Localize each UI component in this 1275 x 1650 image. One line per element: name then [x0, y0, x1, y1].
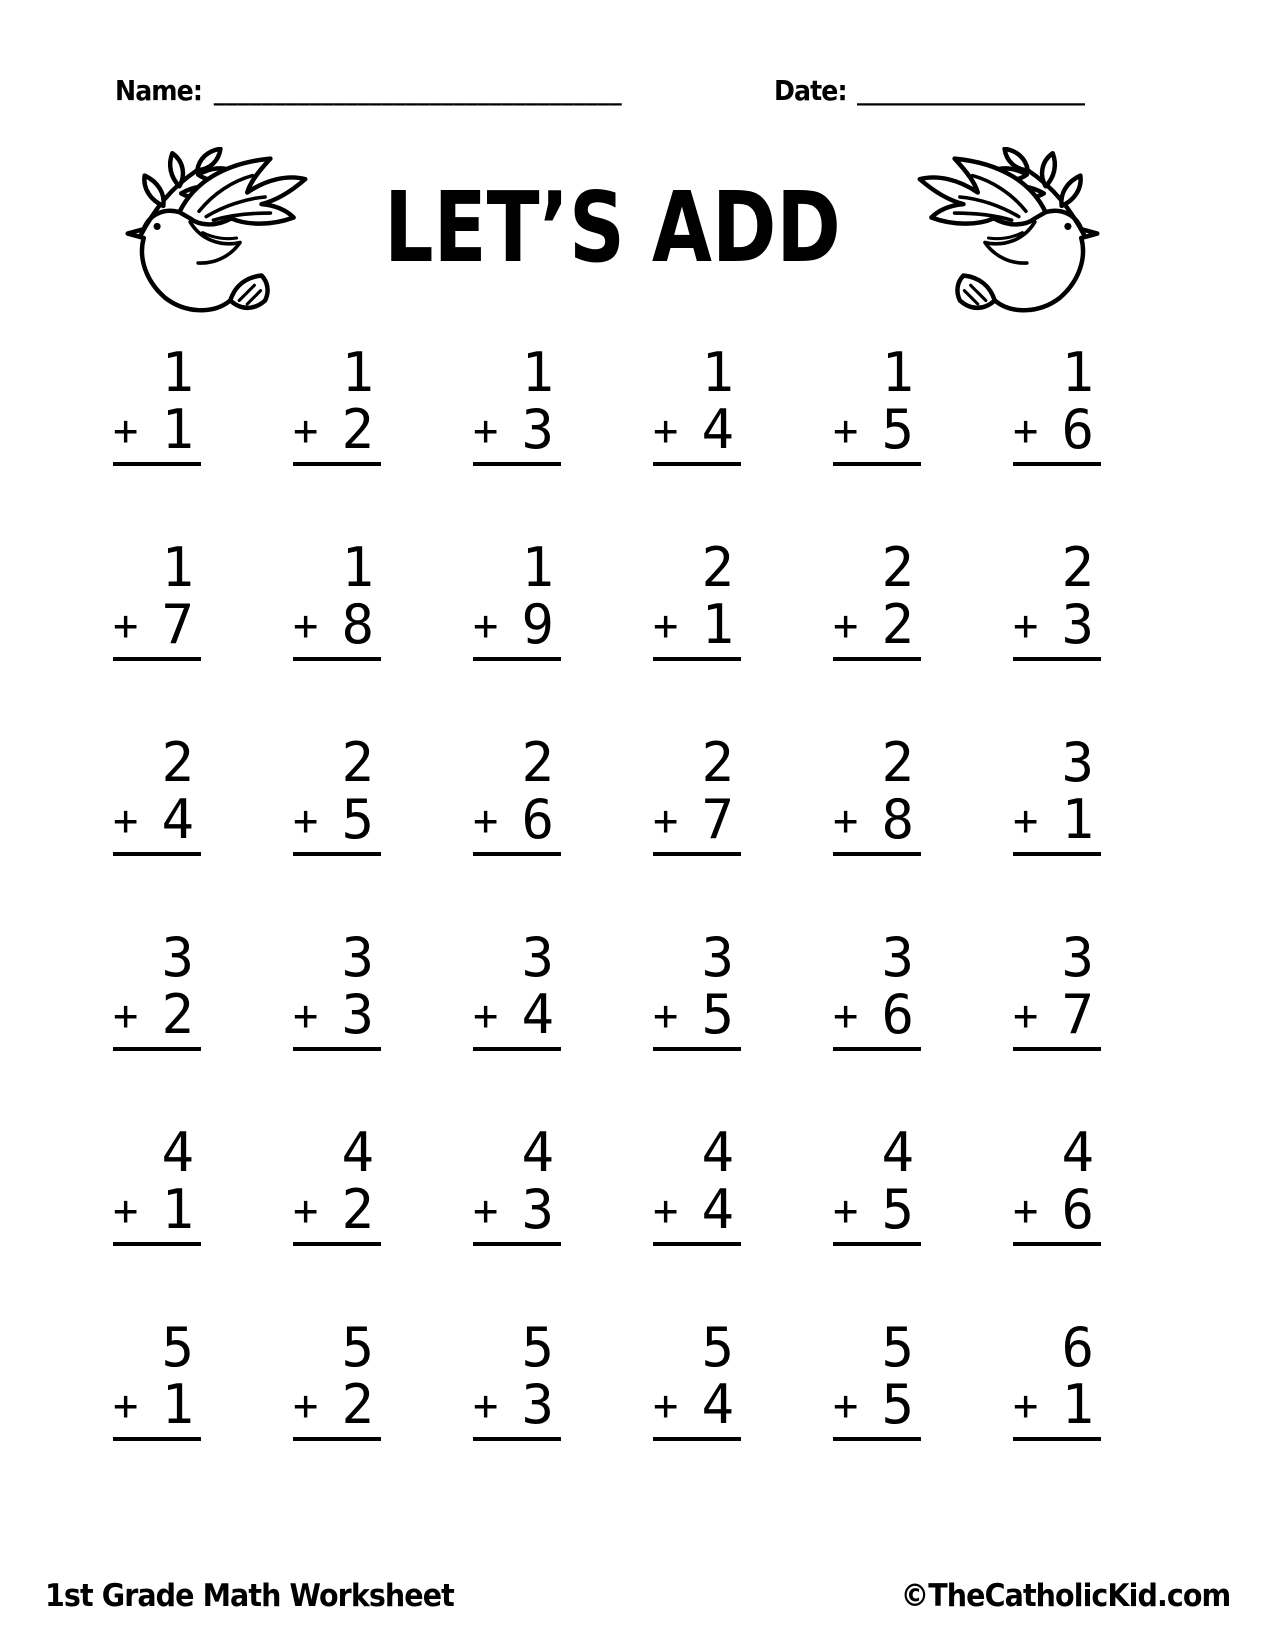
bottom-addend-row [113, 1178, 201, 1241]
answer-line [653, 462, 741, 466]
addition-problem [833, 1121, 921, 1320]
top-addend: 2 [521, 731, 554, 794]
plus-sign: + [1013, 796, 1039, 845]
plus-sign: + [1013, 406, 1039, 455]
addition-problem [293, 1121, 381, 1320]
bottom-addend: 1 [1061, 1373, 1094, 1436]
worksheet-grade-label: 1st Grade Math Worksheet [45, 1578, 454, 1614]
bottom-addend: 5 [701, 983, 734, 1046]
title-banner [110, 146, 1115, 322]
bottom-addend: 4 [701, 398, 734, 461]
plus-sign: + [833, 991, 859, 1040]
plus-sign: + [833, 406, 859, 455]
addition-problem [113, 926, 201, 1125]
problems-grid [67, 341, 1147, 1515]
bottom-addend: 6 [521, 788, 554, 851]
addition-problem [653, 536, 741, 735]
top-addend: 1 [1061, 341, 1094, 404]
answer-line [473, 852, 561, 856]
addition-problem [293, 731, 381, 930]
plus-sign: + [113, 991, 139, 1040]
bottom-addend-row [113, 593, 201, 656]
bottom-addend-row [653, 593, 741, 656]
bottom-addend: 5 [881, 1178, 914, 1241]
plus-sign: + [653, 991, 679, 1040]
top-addend: 5 [521, 1316, 554, 1379]
addition-problem [113, 341, 201, 540]
answer-line [833, 1242, 921, 1246]
answer-line [833, 462, 921, 466]
bottom-addend-row [653, 1178, 741, 1241]
top-addend: 3 [1061, 926, 1094, 989]
plus-sign: + [653, 601, 679, 650]
name-label: Name: [115, 74, 203, 107]
addition-problem [833, 341, 921, 540]
bottom-addend-row [653, 1373, 741, 1436]
bottom-addend: 2 [341, 1178, 374, 1241]
plus-sign: + [113, 601, 139, 650]
addition-problem [473, 1316, 561, 1515]
attribution-label: ©TheCatholicKid.com [900, 1578, 1230, 1614]
answer-line [1013, 1242, 1101, 1246]
plus-sign: + [293, 796, 319, 845]
bottom-addend-row [293, 983, 381, 1046]
bottom-addend-row [653, 983, 741, 1046]
answer-line [653, 1047, 741, 1051]
answer-line [113, 462, 201, 466]
top-addend: 2 [341, 731, 374, 794]
addition-problem [653, 341, 741, 540]
bottom-addend-row [653, 398, 741, 461]
top-addend: 3 [161, 926, 194, 989]
addition-problem [833, 926, 921, 1125]
addition-problem [653, 1316, 741, 1515]
top-addend: 1 [701, 341, 734, 404]
answer-line [833, 1437, 921, 1441]
bottom-addend-row [1013, 1373, 1101, 1436]
bottom-addend: 7 [161, 593, 194, 656]
plus-sign: + [1013, 1186, 1039, 1235]
plus-sign: + [113, 796, 139, 845]
answer-line [293, 852, 381, 856]
answer-line [293, 1437, 381, 1441]
page-title: LET’S ADD [384, 170, 841, 284]
top-addend: 5 [881, 1316, 914, 1379]
bottom-addend: 3 [521, 1178, 554, 1241]
bottom-addend: 3 [341, 983, 374, 1046]
dove-olive-branch-icon-right [903, 147, 1115, 321]
bottom-addend-row [293, 1373, 381, 1436]
footer [45, 1578, 1230, 1614]
addition-problem [1013, 1121, 1101, 1320]
name-blank-line: __________________________________ [213, 78, 622, 106]
top-addend: 1 [341, 536, 374, 599]
bottom-addend: 6 [1061, 1178, 1094, 1241]
plus-sign: + [473, 796, 499, 845]
date-blank-line: ___________________ [857, 78, 1085, 106]
addition-problem [473, 536, 561, 735]
top-addend: 4 [1061, 1121, 1094, 1184]
bottom-addend: 1 [1061, 788, 1094, 851]
plus-sign: + [1013, 601, 1039, 650]
addition-problem [113, 731, 201, 930]
bottom-addend: 3 [1061, 593, 1094, 656]
bottom-addend: 5 [881, 1373, 914, 1436]
plus-sign: + [473, 1381, 499, 1430]
plus-sign: + [833, 601, 859, 650]
answer-line [113, 657, 201, 661]
addition-problem [653, 1121, 741, 1320]
answer-line [653, 1242, 741, 1246]
plus-sign: + [833, 796, 859, 845]
top-addend: 6 [1061, 1316, 1094, 1379]
plus-sign: + [293, 601, 319, 650]
answer-line [473, 1437, 561, 1441]
addition-problem [1013, 926, 1101, 1125]
addition-problem [1013, 536, 1101, 735]
bottom-addend-row [113, 983, 201, 1046]
bottom-addend: 9 [521, 593, 554, 656]
addition-problem [293, 1316, 381, 1515]
addition-problem [833, 731, 921, 930]
answer-line [833, 1047, 921, 1051]
addition-problem [833, 1316, 921, 1515]
bottom-addend-row [113, 788, 201, 851]
plus-sign: + [653, 1186, 679, 1235]
bottom-addend: 1 [161, 1373, 194, 1436]
addition-problem [293, 536, 381, 735]
plus-sign: + [113, 1381, 139, 1430]
addition-problem [1013, 731, 1101, 930]
addition-problem [113, 1121, 201, 1320]
top-addend: 4 [341, 1121, 374, 1184]
addition-problem [113, 536, 201, 735]
addition-problem [473, 731, 561, 930]
answer-line [833, 657, 921, 661]
top-addend: 1 [161, 536, 194, 599]
bottom-addend: 1 [161, 1178, 194, 1241]
bottom-addend-row [113, 398, 201, 461]
top-addend: 2 [161, 731, 194, 794]
bottom-addend-row [833, 593, 921, 656]
addition-problem [653, 926, 741, 1125]
answer-line [1013, 462, 1101, 466]
plus-sign: + [1013, 1381, 1039, 1430]
plus-sign: + [473, 406, 499, 455]
bottom-addend-row [653, 788, 741, 851]
top-addend: 5 [161, 1316, 194, 1379]
name-field [115, 74, 622, 107]
bottom-addend: 6 [1061, 398, 1094, 461]
addition-problem [653, 731, 741, 930]
bottom-addend: 7 [701, 788, 734, 851]
bottom-addend-row [1013, 788, 1101, 851]
bottom-addend: 4 [701, 1178, 734, 1241]
bottom-addend: 2 [341, 398, 374, 461]
plus-sign: + [293, 1381, 319, 1430]
bottom-addend-row [473, 1373, 561, 1436]
bottom-addend-row [293, 398, 381, 461]
answer-line [1013, 657, 1101, 661]
bottom-addend-row [293, 1178, 381, 1241]
plus-sign: + [113, 406, 139, 455]
answer-line [113, 1047, 201, 1051]
bottom-addend: 1 [161, 398, 194, 461]
top-addend: 4 [521, 1121, 554, 1184]
plus-sign: + [653, 1381, 679, 1430]
plus-sign: + [113, 1186, 139, 1235]
bottom-addend: 2 [881, 593, 914, 656]
bottom-addend-row [473, 788, 561, 851]
top-addend: 2 [1061, 536, 1094, 599]
bottom-addend-row [293, 788, 381, 851]
addition-problem [473, 926, 561, 1125]
plus-sign: + [653, 796, 679, 845]
top-addend: 1 [521, 536, 554, 599]
plus-sign: + [293, 991, 319, 1040]
header [115, 74, 1085, 107]
answer-line [473, 1242, 561, 1246]
top-addend: 2 [701, 536, 734, 599]
plus-sign: + [473, 601, 499, 650]
bottom-addend-row [833, 1178, 921, 1241]
answer-line [1013, 1047, 1101, 1051]
bottom-addend-row [1013, 983, 1101, 1046]
answer-line [653, 1437, 741, 1441]
top-addend: 3 [341, 926, 374, 989]
top-addend: 3 [701, 926, 734, 989]
bottom-addend: 5 [341, 788, 374, 851]
bottom-addend-row [473, 398, 561, 461]
top-addend: 4 [881, 1121, 914, 1184]
bottom-addend: 8 [341, 593, 374, 656]
addition-problem [293, 926, 381, 1125]
top-addend: 4 [701, 1121, 734, 1184]
answer-line [473, 657, 561, 661]
bottom-addend: 4 [521, 983, 554, 1046]
answer-line [1013, 852, 1101, 856]
bottom-addend: 7 [1061, 983, 1094, 1046]
addition-problem [473, 1121, 561, 1320]
top-addend: 2 [881, 536, 914, 599]
bottom-addend-row [833, 983, 921, 1046]
bottom-addend: 2 [341, 1373, 374, 1436]
bottom-addend: 4 [701, 1373, 734, 1436]
addition-problem [473, 341, 561, 540]
answer-line [1013, 1437, 1101, 1441]
plus-sign: + [473, 991, 499, 1040]
bottom-addend: 5 [881, 398, 914, 461]
top-addend: 3 [881, 926, 914, 989]
plus-sign: + [1013, 991, 1039, 1040]
answer-line [833, 852, 921, 856]
bottom-addend-row [1013, 398, 1101, 461]
addition-problem [833, 536, 921, 735]
answer-line [293, 657, 381, 661]
plus-sign: + [473, 1186, 499, 1235]
bottom-addend: 1 [701, 593, 734, 656]
bottom-addend-row [473, 1178, 561, 1241]
top-addend: 1 [341, 341, 374, 404]
answer-line [293, 462, 381, 466]
top-addend: 3 [521, 926, 554, 989]
answer-line [113, 1242, 201, 1246]
addition-problem [113, 1316, 201, 1515]
bottom-addend-row [473, 983, 561, 1046]
bottom-addend: 8 [881, 788, 914, 851]
top-addend: 1 [881, 341, 914, 404]
answer-line [653, 657, 741, 661]
answer-line [293, 1242, 381, 1246]
bottom-addend-row [833, 788, 921, 851]
plus-sign: + [833, 1381, 859, 1430]
bottom-addend-row [1013, 593, 1101, 656]
dove-olive-branch-icon-left [110, 147, 322, 321]
bottom-addend-row [113, 1373, 201, 1436]
top-addend: 5 [341, 1316, 374, 1379]
top-addend: 3 [1061, 731, 1094, 794]
date-label: Date: [774, 74, 847, 107]
addition-problem [293, 341, 381, 540]
plus-sign: + [653, 406, 679, 455]
date-field [774, 74, 1085, 107]
answer-line [473, 462, 561, 466]
bottom-addend: 3 [521, 398, 554, 461]
top-addend: 4 [161, 1121, 194, 1184]
bottom-addend: 6 [881, 983, 914, 1046]
answer-line [653, 852, 741, 856]
bottom-addend-row [473, 593, 561, 656]
bottom-addend-row [833, 398, 921, 461]
answer-line [473, 1047, 561, 1051]
top-addend: 5 [701, 1316, 734, 1379]
plus-sign: + [833, 1186, 859, 1235]
bottom-addend: 3 [521, 1373, 554, 1436]
answer-line [113, 1437, 201, 1441]
top-addend: 2 [881, 731, 914, 794]
top-addend: 1 [521, 341, 554, 404]
bottom-addend-row [1013, 1178, 1101, 1241]
bottom-addend-row [833, 1373, 921, 1436]
addition-problem [1013, 1316, 1101, 1515]
answer-line [293, 1047, 381, 1051]
top-addend: 2 [701, 731, 734, 794]
addition-problem [1013, 341, 1101, 540]
plus-sign: + [293, 406, 319, 455]
top-addend: 1 [161, 341, 194, 404]
plus-sign: + [293, 1186, 319, 1235]
bottom-addend: 4 [161, 788, 194, 851]
bottom-addend-row [293, 593, 381, 656]
answer-line [113, 852, 201, 856]
bottom-addend: 2 [161, 983, 194, 1046]
